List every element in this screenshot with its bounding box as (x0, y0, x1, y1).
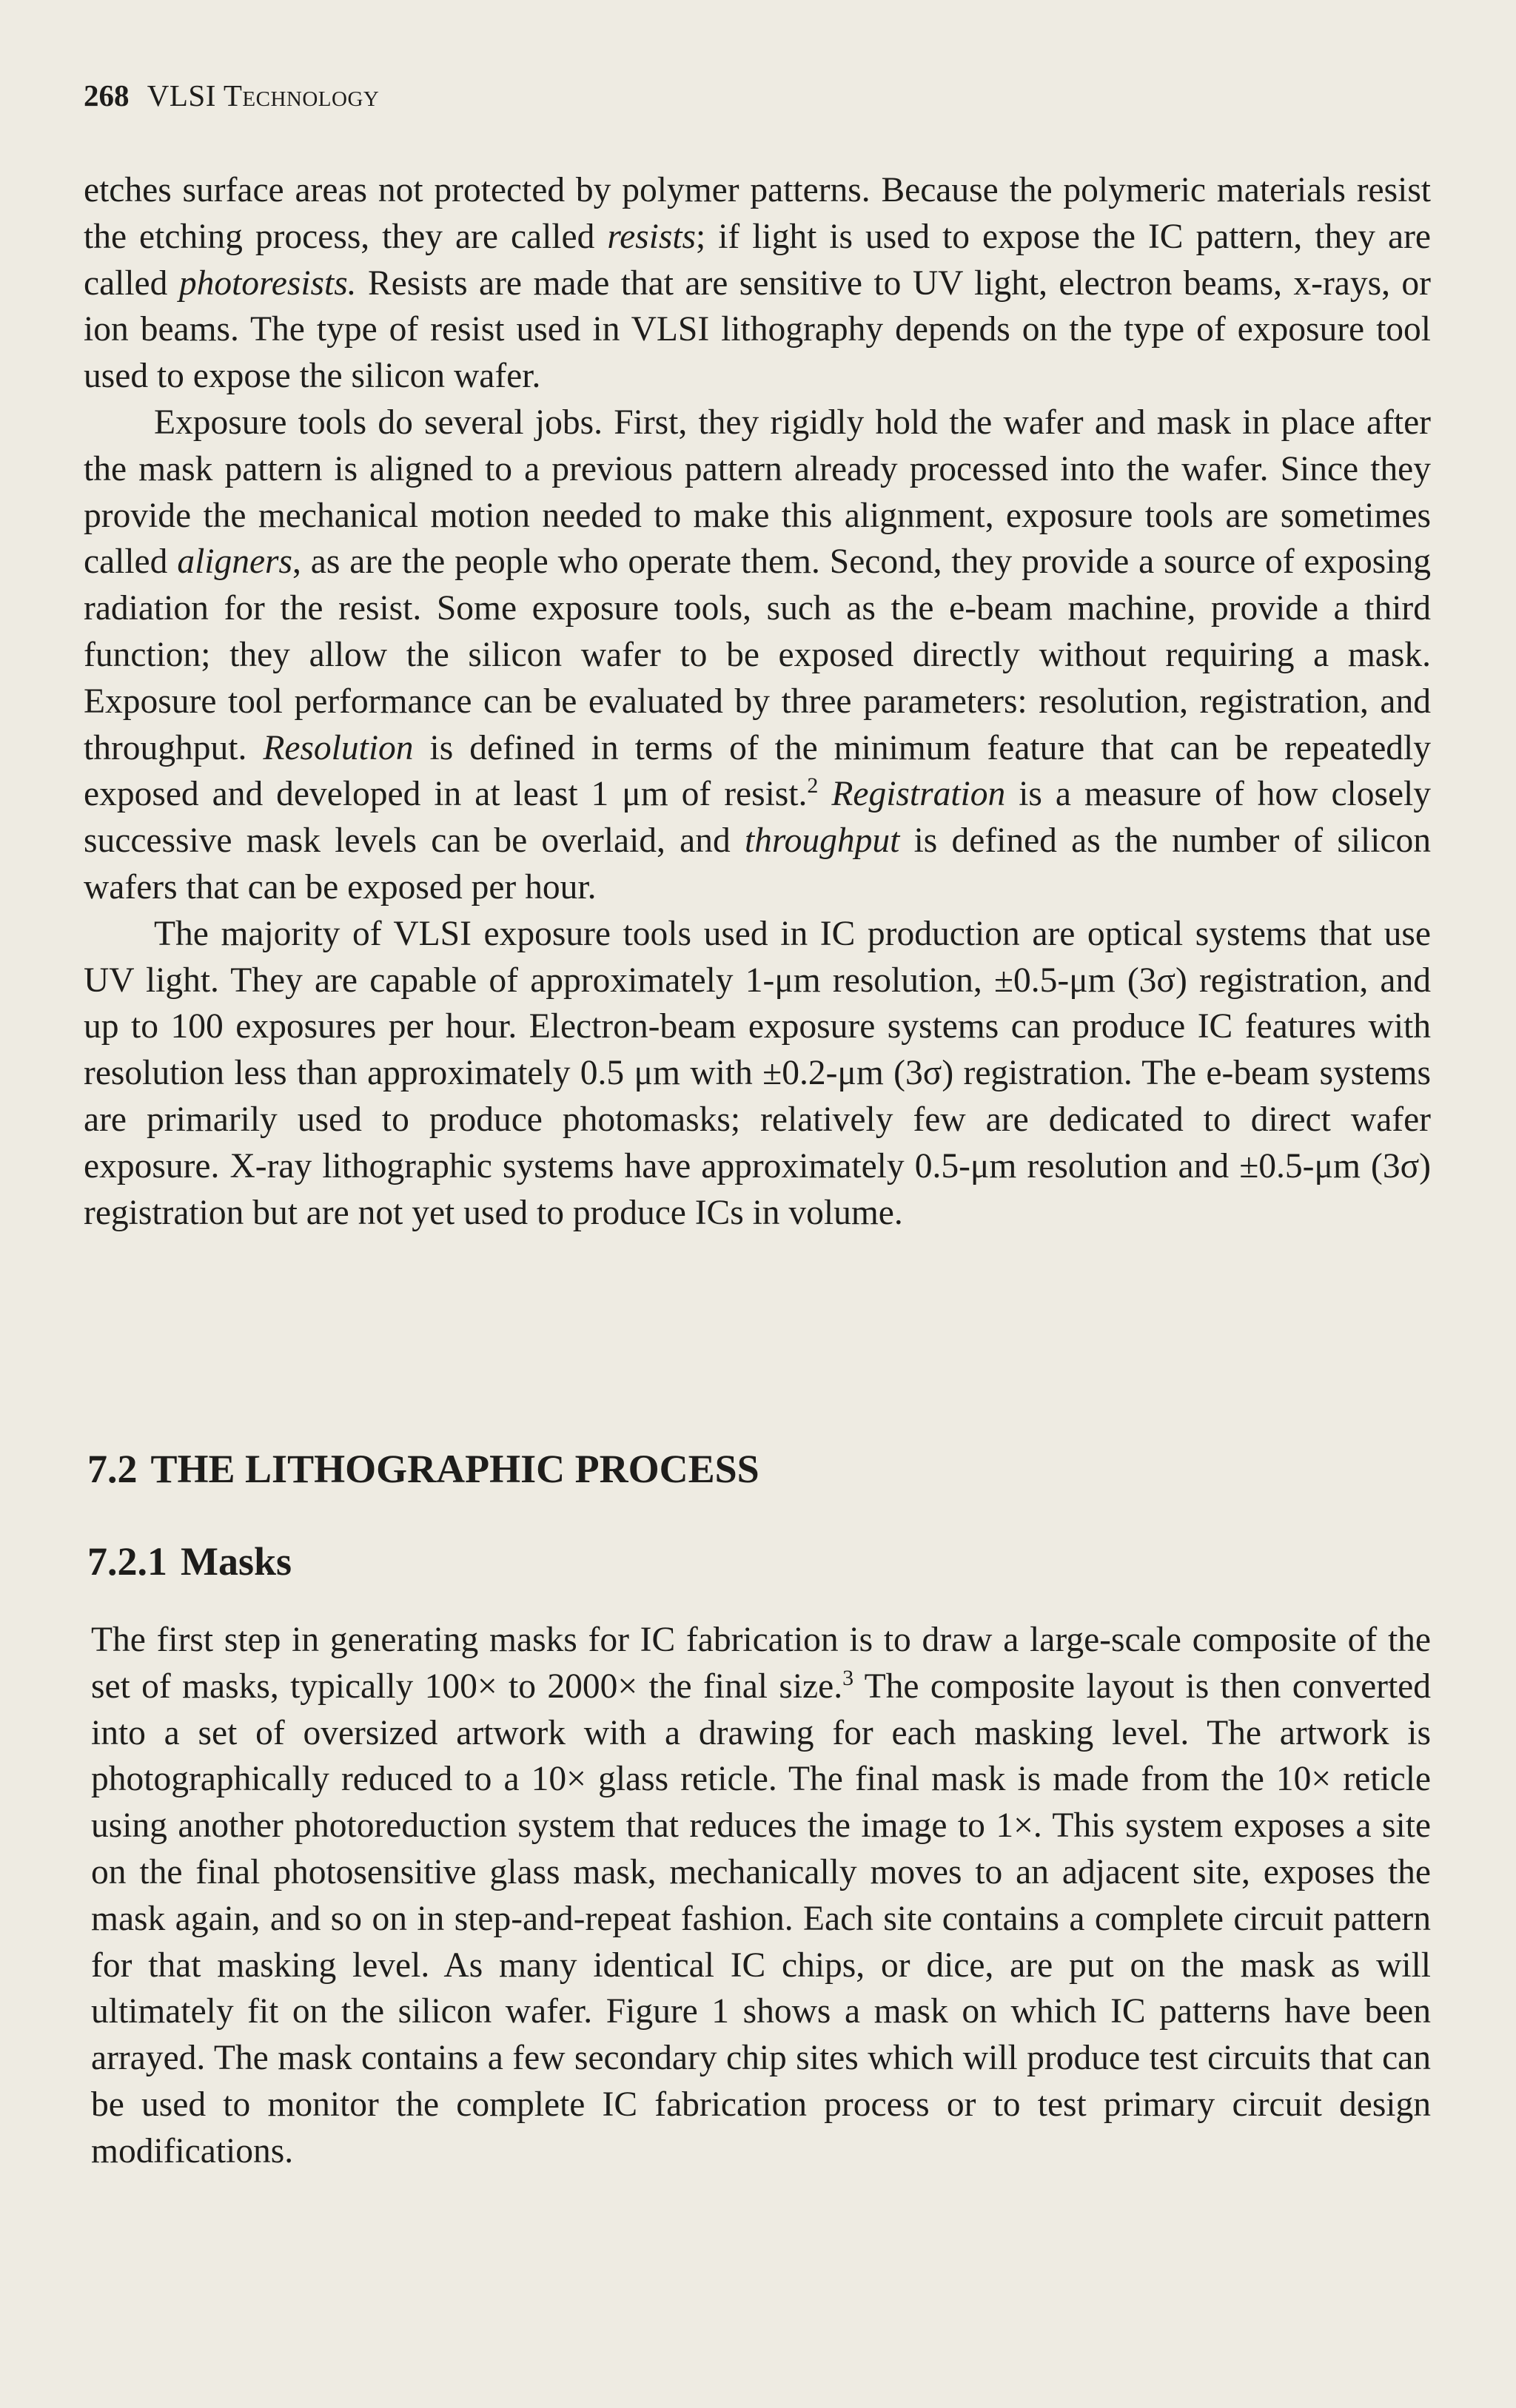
book-title: VLSI Technology (147, 78, 380, 112)
italic-term: resists (607, 217, 697, 256)
body-text-bottom (91, 1617, 1431, 2175)
italic-term: Resolution (263, 728, 414, 767)
paragraph: Exposure tools do several jobs. First, they rigidly hold the wafer and mask in place after the mask pattern is aligned to a previous pattern already processed into the wafer. Since they provide the mechanical motion needed to make this alignment, exposure tools are sometimes called aligners, as are the people who operate them. Second, they provide a source of exposing radiation for the resist. Some exposure tools, such as the e-beam machine, provide a third function; they allow the silicon wafer to be exposed directly without requiring a mask. Exposure tool performance can be evaluated by three parameters: resolution, registration, and throughput. Resolution is defined in terms of the minimum feature that can be repeatedly exposed and developed in at least 1 μm of resist.$^2$ Registration is a measure of how closely successive mask levels can be overlaid, and throughput is defined as the number of silicon wafers that can be exposed per hour. (84, 403, 1432, 907)
italic-term: throughput (744, 821, 900, 861)
section-number: 7.2 (87, 1447, 138, 1491)
paragraph: etches surface areas not protected by polymer patterns. Because the polymeric materials resist the etching process, they are called resists; if light is used to expose the IC pattern, they are called photoresists. Resists are made that are sensitive to UV light, electron beams, x-rays, or ion beams. The type of resist used in VLSI lithography depends on the type of exposure tool used to expose the silicon wafer. (84, 171, 1432, 396)
subsection-number: 7.2.1 (87, 1539, 167, 1584)
paragraph: The majority of VLSI exposure tools used in IC production are optical systems that use UV light. They are capable of approximately 1-μm resolution, ±0.5-μm (3σ) registration, and up to 100 exposures per hour. Electron-beam exposure systems can produce IC features with resolution less than approximately 0.5 μm with ±0.2-μm (3σ) registration. The e-beam systems are primarily used to produce photomasks; relatively few are dedicated to direct wafer exposure. X-ray lithographic systems have approximately 0.5-μm resolution and ±0.5-μm (3σ) registration but are not yet used to produce ICs in volume. (84, 914, 1431, 1232)
italic-term: photoresists. (178, 263, 357, 303)
body-text-top (84, 167, 1431, 1236)
section-heading (87, 1445, 759, 1493)
footnote-reference: 3 (842, 1665, 854, 1690)
subsection-title: Masks (181, 1539, 292, 1584)
section-title: THE LITHOGRAPHIC PROCESS (150, 1447, 759, 1491)
subsection-heading (87, 1537, 292, 1586)
page-number: 268 (84, 78, 130, 112)
paragraph: The first step in generating masks for IC fabrication is to draw a large-scale composite of the set of masks, typically 100× to 2000× the final size.$^3$ The composite layout is then converted into a set of oversized artwork with a drawing for each masking level. The artwork is photographically reduced to a 10× glass reticle. The final mask is made from the 10× reticle using another photoreduction system that reduces the image to 1×. This system exposes a site on the final photosensitive glass mask, mechanically moves to an adjacent site, exposes the mask again, and so on in step-and-repeat fashion. Each site contains a complete circuit pattern for that masking level. As many identical IC chips, or dice, are put on the mask as will ultimately fit on the silicon wafer. Figure 1 shows a mask on which IC patterns have been arrayed. The mask contains a few secondary chip sites which will produce test circuits that can be used to monitor the complete IC fabrication process or to test primary circuit design modifications. (91, 1621, 1432, 2170)
italic-term: aligners (177, 542, 293, 582)
footnote-reference: 2 (807, 773, 819, 798)
italic-term: Registration (831, 775, 1006, 814)
running-head (84, 77, 379, 114)
